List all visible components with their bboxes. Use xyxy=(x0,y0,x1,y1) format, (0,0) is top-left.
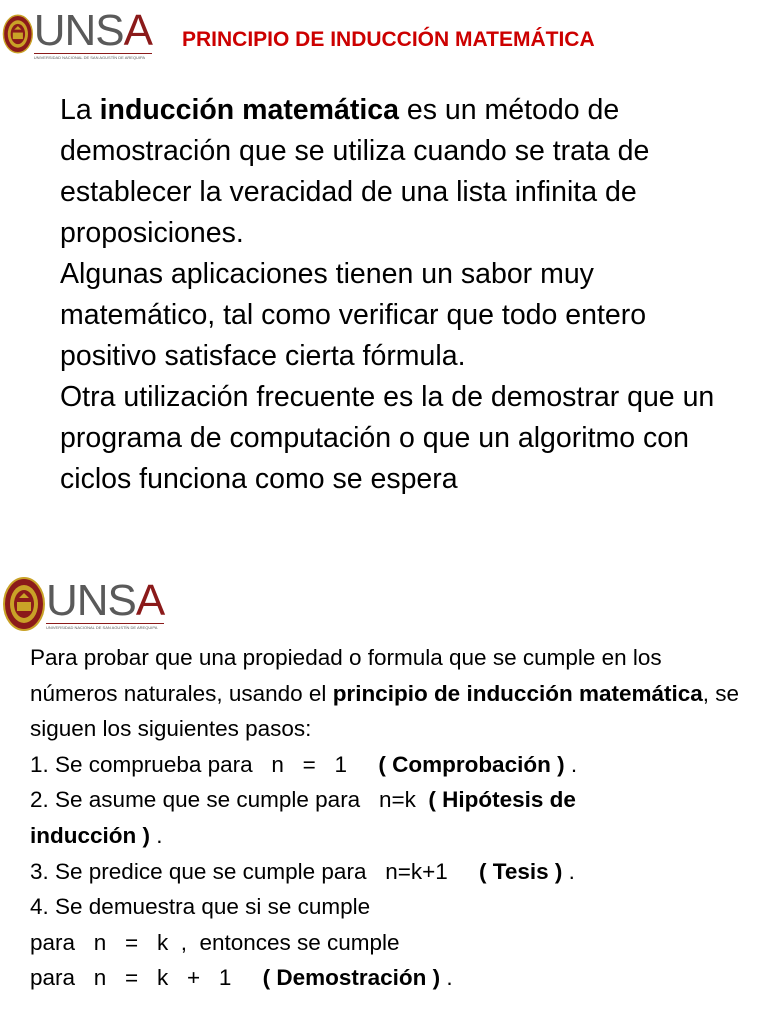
step-4-line-3: para n = k + 1 ( Demostración ) . xyxy=(30,965,453,991)
logo-subtitle: UNIVERSIDAD NACIONAL DE SAN AGUSTÍN DE AREQUIPA xyxy=(46,623,164,630)
step-2: 2. Se asume que se cumple para n=k ( Hipótesis de xyxy=(30,787,576,813)
logo-wordmark: UNSA xyxy=(46,575,165,625)
unsa-logo-2 xyxy=(0,576,164,632)
slide-2-body xyxy=(30,640,750,996)
step-4-line-2: para n = k , entonces se cumple xyxy=(30,929,400,955)
university-seal-icon xyxy=(2,6,34,62)
slide-title: PRINCIPIO DE INDUCCIÓN MATEMÁTICA xyxy=(182,28,595,51)
slide-1-body xyxy=(60,90,750,500)
step-2-cont: inducción ) . xyxy=(30,822,163,848)
logo-subtitle: UNIVERSIDAD NACIONAL DE SAN AGUSTÍN DE AREQUIPA xyxy=(34,53,152,60)
intro-paragraph: La inducción matemática es un método de demostración que se utiliza cuando se trata de establecer la veracidad de una lista infinita de proposiciones. xyxy=(60,94,650,249)
university-seal-icon xyxy=(2,576,46,632)
step-1: 1. Se comprueba para n = 1 ( Comprobación ) . xyxy=(30,751,578,777)
applications-paragraph: Algunas aplicaciones tienen un sabor muy matemático, tal como verificar que todo entero positivo satisface cierta fórmula. xyxy=(60,258,647,372)
steps-intro: Para probar que una propiedad o formula que se cumple en los números naturales, usando el principio de inducción matemática, se siguen los siguientes pasos: xyxy=(30,645,740,742)
unsa-logo xyxy=(0,0,152,68)
logo-wordmark: UNSA xyxy=(33,5,152,55)
step-4: 4. Se demuestra que si se cumple xyxy=(30,894,371,920)
usage-paragraph: Otra utilización frecuente es la de demostrar que un programa de computación o que un algoritmo con ciclos funciona como se espera xyxy=(60,381,715,495)
step-3: 3. Se predice que se cumple para n=k+1 ( Tesis ) . xyxy=(30,858,575,884)
